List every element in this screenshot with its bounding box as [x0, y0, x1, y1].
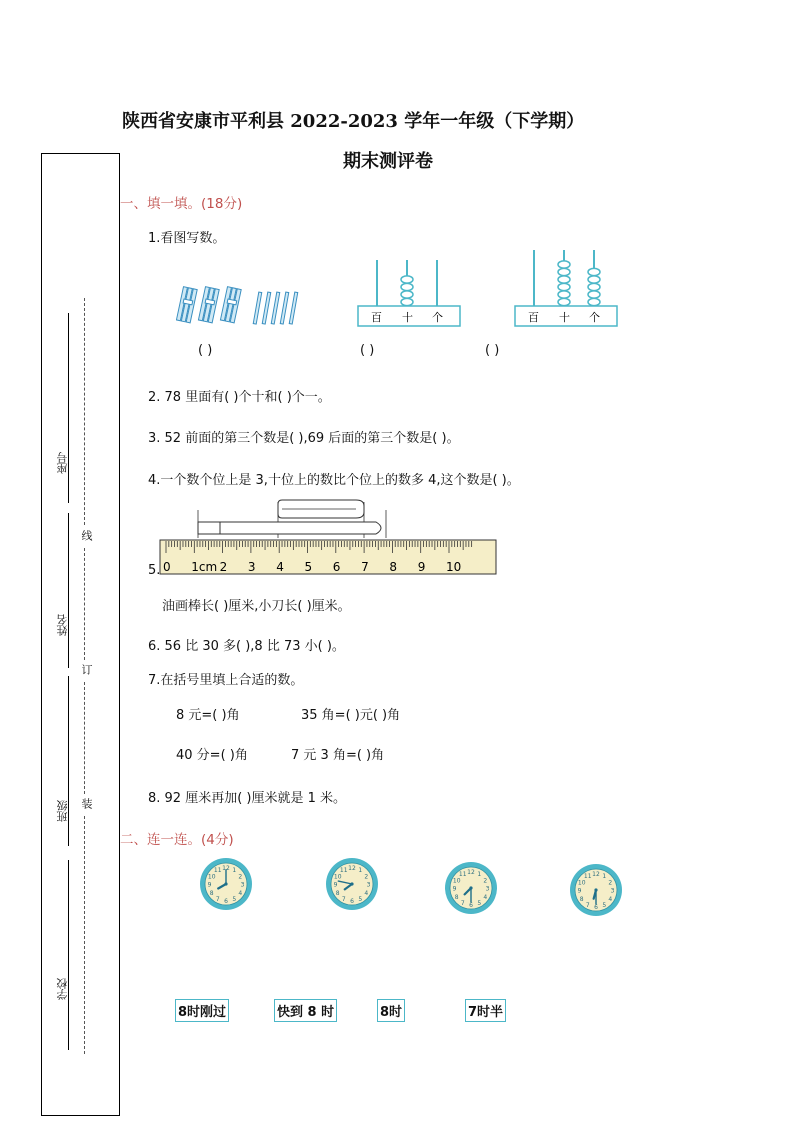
- stick-bundle: [220, 287, 241, 323]
- time-card-2[interactable]: 快到 8 时: [274, 999, 337, 1022]
- q1-blank-1[interactable]: ( ): [198, 343, 213, 358]
- abacus-bead: [401, 298, 413, 305]
- clock-numeral: 12: [222, 865, 230, 872]
- clock-numeral: 5: [232, 895, 237, 903]
- single-stick: [262, 292, 271, 324]
- q5-number: 5.: [148, 563, 161, 578]
- clock-numeral: 9: [452, 885, 457, 893]
- clock-numeral: 8: [209, 889, 214, 897]
- abacus-label-tens: 十: [559, 311, 570, 324]
- ruler-tick-label: 0: [163, 560, 171, 574]
- abacus-bead: [401, 276, 413, 283]
- abacus-1: [357, 256, 461, 330]
- clock-1: [198, 856, 254, 912]
- clock-numeral: 4: [364, 889, 369, 897]
- clock-numeral: 4: [238, 889, 243, 897]
- clock-numeral: 12: [592, 871, 600, 878]
- abacus-bead: [401, 283, 413, 290]
- page-subtitle: 期末测评卷: [343, 151, 433, 172]
- ruler-tick-label: 1cm: [191, 560, 218, 574]
- clock-numeral: 7: [585, 901, 590, 909]
- clock-numeral: 10: [452, 877, 461, 885]
- q7-b: 35 角=( )元( )角: [301, 708, 401, 723]
- clock-numeral: 10: [333, 873, 342, 881]
- clock-numeral: 6: [469, 902, 473, 909]
- clock-numeral: 6: [350, 898, 354, 905]
- name-label: 姓名: [56, 614, 69, 636]
- q6-text: 6. 56 比 30 多( ),8 比 73 小( )。: [148, 639, 345, 654]
- abacus-bead: [588, 291, 600, 298]
- single-stick: [271, 292, 280, 324]
- clock-numeral: 10: [577, 879, 586, 887]
- abacus-label-ones: 个: [432, 311, 443, 324]
- clock-numeral: 1: [477, 871, 482, 879]
- clock-numeral: 1: [602, 873, 607, 881]
- ruler-tick-label: 10: [446, 560, 462, 574]
- clock-numeral: 5: [358, 895, 363, 903]
- clock-center: [224, 882, 227, 885]
- q7-text: 7.在括号里填上合适的数。: [148, 673, 304, 688]
- ruler-tick-label: 4: [276, 560, 284, 574]
- ruler-tick-label: 7: [361, 560, 369, 574]
- time-card-1[interactable]: 8时刚过: [175, 999, 229, 1022]
- q1-text: 1.看图写数。: [148, 231, 226, 246]
- time-card-3[interactable]: 8时: [377, 999, 405, 1022]
- q3-text: 3. 52 前面的第三个数是( ),69 后面的第三个数是( )。: [148, 431, 460, 446]
- clock-numeral: 7: [460, 899, 465, 907]
- clock-numeral: 12: [467, 869, 475, 876]
- abacus-label-hundreds: 百: [371, 311, 382, 324]
- abacus-label-ones: 个: [589, 311, 600, 324]
- ruler-tick-label: 5: [304, 560, 313, 574]
- school-line: [68, 860, 69, 1050]
- q7-a: 8 元=( )角: [176, 708, 240, 723]
- clock-numeral: 2: [364, 873, 369, 881]
- clock-numeral: 4: [483, 893, 488, 901]
- abacus-bead: [588, 276, 600, 283]
- school-label: 学校: [56, 978, 69, 1000]
- clock-numeral: 3: [366, 881, 371, 889]
- single-stick: [253, 292, 262, 324]
- abacus-label-hundreds: 百: [528, 311, 539, 324]
- class-label: 班级: [56, 800, 69, 822]
- clock-numeral: 2: [608, 879, 613, 887]
- ruler-tick-label: 6: [332, 560, 341, 574]
- clock-numeral: 11: [583, 873, 592, 881]
- q8-text: 8. 92 厘米再加( )厘米就是 1 米。: [148, 791, 347, 806]
- clock-numeral: 8: [454, 893, 459, 901]
- stick-bundle: [176, 287, 197, 323]
- ruler-tick-label: 8: [389, 560, 398, 574]
- clock-numeral: 7: [341, 895, 346, 903]
- abacus-bead: [401, 291, 413, 298]
- single-stick: [280, 292, 289, 324]
- seat-label: 座号: [56, 452, 69, 474]
- ruler-figure: [158, 498, 502, 578]
- clock-numeral: 10: [207, 873, 216, 881]
- clock-numeral: 6: [224, 898, 228, 905]
- clock-numeral: 11: [339, 867, 348, 875]
- clock-numeral: 1: [358, 867, 363, 875]
- clock-numeral: 6: [594, 904, 598, 911]
- q2-text: 2. 78 里面有( )个十和( )个一。: [148, 390, 331, 405]
- abacus-bead: [588, 268, 600, 275]
- clock-numeral: 8: [335, 889, 340, 897]
- clock-numeral: 3: [485, 885, 490, 893]
- clock-center: [594, 888, 597, 891]
- clock-numeral: 11: [213, 867, 222, 875]
- mark-ding: 订: [80, 664, 93, 675]
- stick-bundle: [198, 287, 219, 323]
- q7-c: 40 分=( )角: [176, 748, 248, 763]
- q4-text: 4.一个数个位上是 3,十位上的数比个位上的数多 4,这个数是( )。: [148, 473, 520, 488]
- abacus-bead: [558, 261, 570, 268]
- section1-heading: 一、填一填。(18分): [120, 196, 243, 212]
- clock-numeral: 1: [232, 867, 237, 875]
- single-stick: [289, 292, 298, 324]
- clock-numeral: 12: [348, 865, 356, 872]
- mark-zhuang: 装: [80, 798, 93, 809]
- clock-numeral: 4: [608, 895, 613, 903]
- cut-line-mid: [84, 548, 85, 660]
- q5-text: 油画棒长( )厘米,小刀长( )厘米。: [162, 599, 351, 614]
- section2-heading: 二、连一连。(4分): [120, 832, 234, 848]
- name-line: [68, 513, 69, 668]
- abacus-bead: [558, 276, 570, 283]
- clock-4: [568, 862, 624, 918]
- ruler-tick-label: 3: [247, 560, 256, 574]
- mark-xian: 线: [80, 530, 93, 541]
- clock-numeral: 8: [579, 895, 584, 903]
- cut-line-top: [84, 298, 85, 525]
- abacus-2: [514, 246, 618, 330]
- clock-numeral: 11: [458, 871, 467, 879]
- clock-numeral: 5: [602, 901, 607, 909]
- abacus-bead: [588, 298, 600, 305]
- time-card-4[interactable]: 7时半: [465, 999, 506, 1022]
- q1-blank-2[interactable]: ( ): [360, 343, 375, 358]
- ruler-tick-label: 2: [219, 560, 228, 574]
- abacus-label-tens: 十: [402, 311, 413, 324]
- abacus-bead: [558, 268, 570, 275]
- sticks-figure: [176, 284, 306, 326]
- crayon: [198, 522, 381, 534]
- abacus-1-beads: [401, 276, 413, 306]
- clock-numeral: 3: [610, 887, 615, 895]
- page-title: 陕西省安康市平利县 2022-2023 学年一年级（下学期）: [122, 111, 585, 132]
- binding-margin: [41, 153, 120, 1116]
- clock-numeral: 9: [577, 887, 582, 895]
- cut-line-bottom: [84, 816, 85, 1054]
- abacus-bead: [588, 283, 600, 290]
- clock-numeral: 7: [215, 895, 220, 903]
- seat-line: [68, 313, 69, 503]
- ruler-tick-label: 9: [417, 560, 426, 574]
- clock-center: [469, 886, 472, 889]
- clock-2: [324, 856, 380, 912]
- clock-numeral: 2: [483, 877, 488, 885]
- abacus-bead: [558, 283, 570, 290]
- clock-numeral: 9: [207, 881, 212, 889]
- q1-blank-3[interactable]: ( ): [485, 343, 500, 358]
- abacus-bead: [558, 291, 570, 298]
- clock-3: [443, 860, 499, 916]
- clock-numeral: 2: [238, 873, 243, 881]
- clock-numeral: 5: [477, 899, 482, 907]
- clock-center: [350, 882, 353, 885]
- clock-numeral: 9: [333, 881, 338, 889]
- clock-numeral: 3: [240, 881, 245, 889]
- cut-line-low: [84, 682, 85, 794]
- abacus-bead: [558, 298, 570, 305]
- q7-d: 7 元 3 角=( )角: [291, 748, 385, 763]
